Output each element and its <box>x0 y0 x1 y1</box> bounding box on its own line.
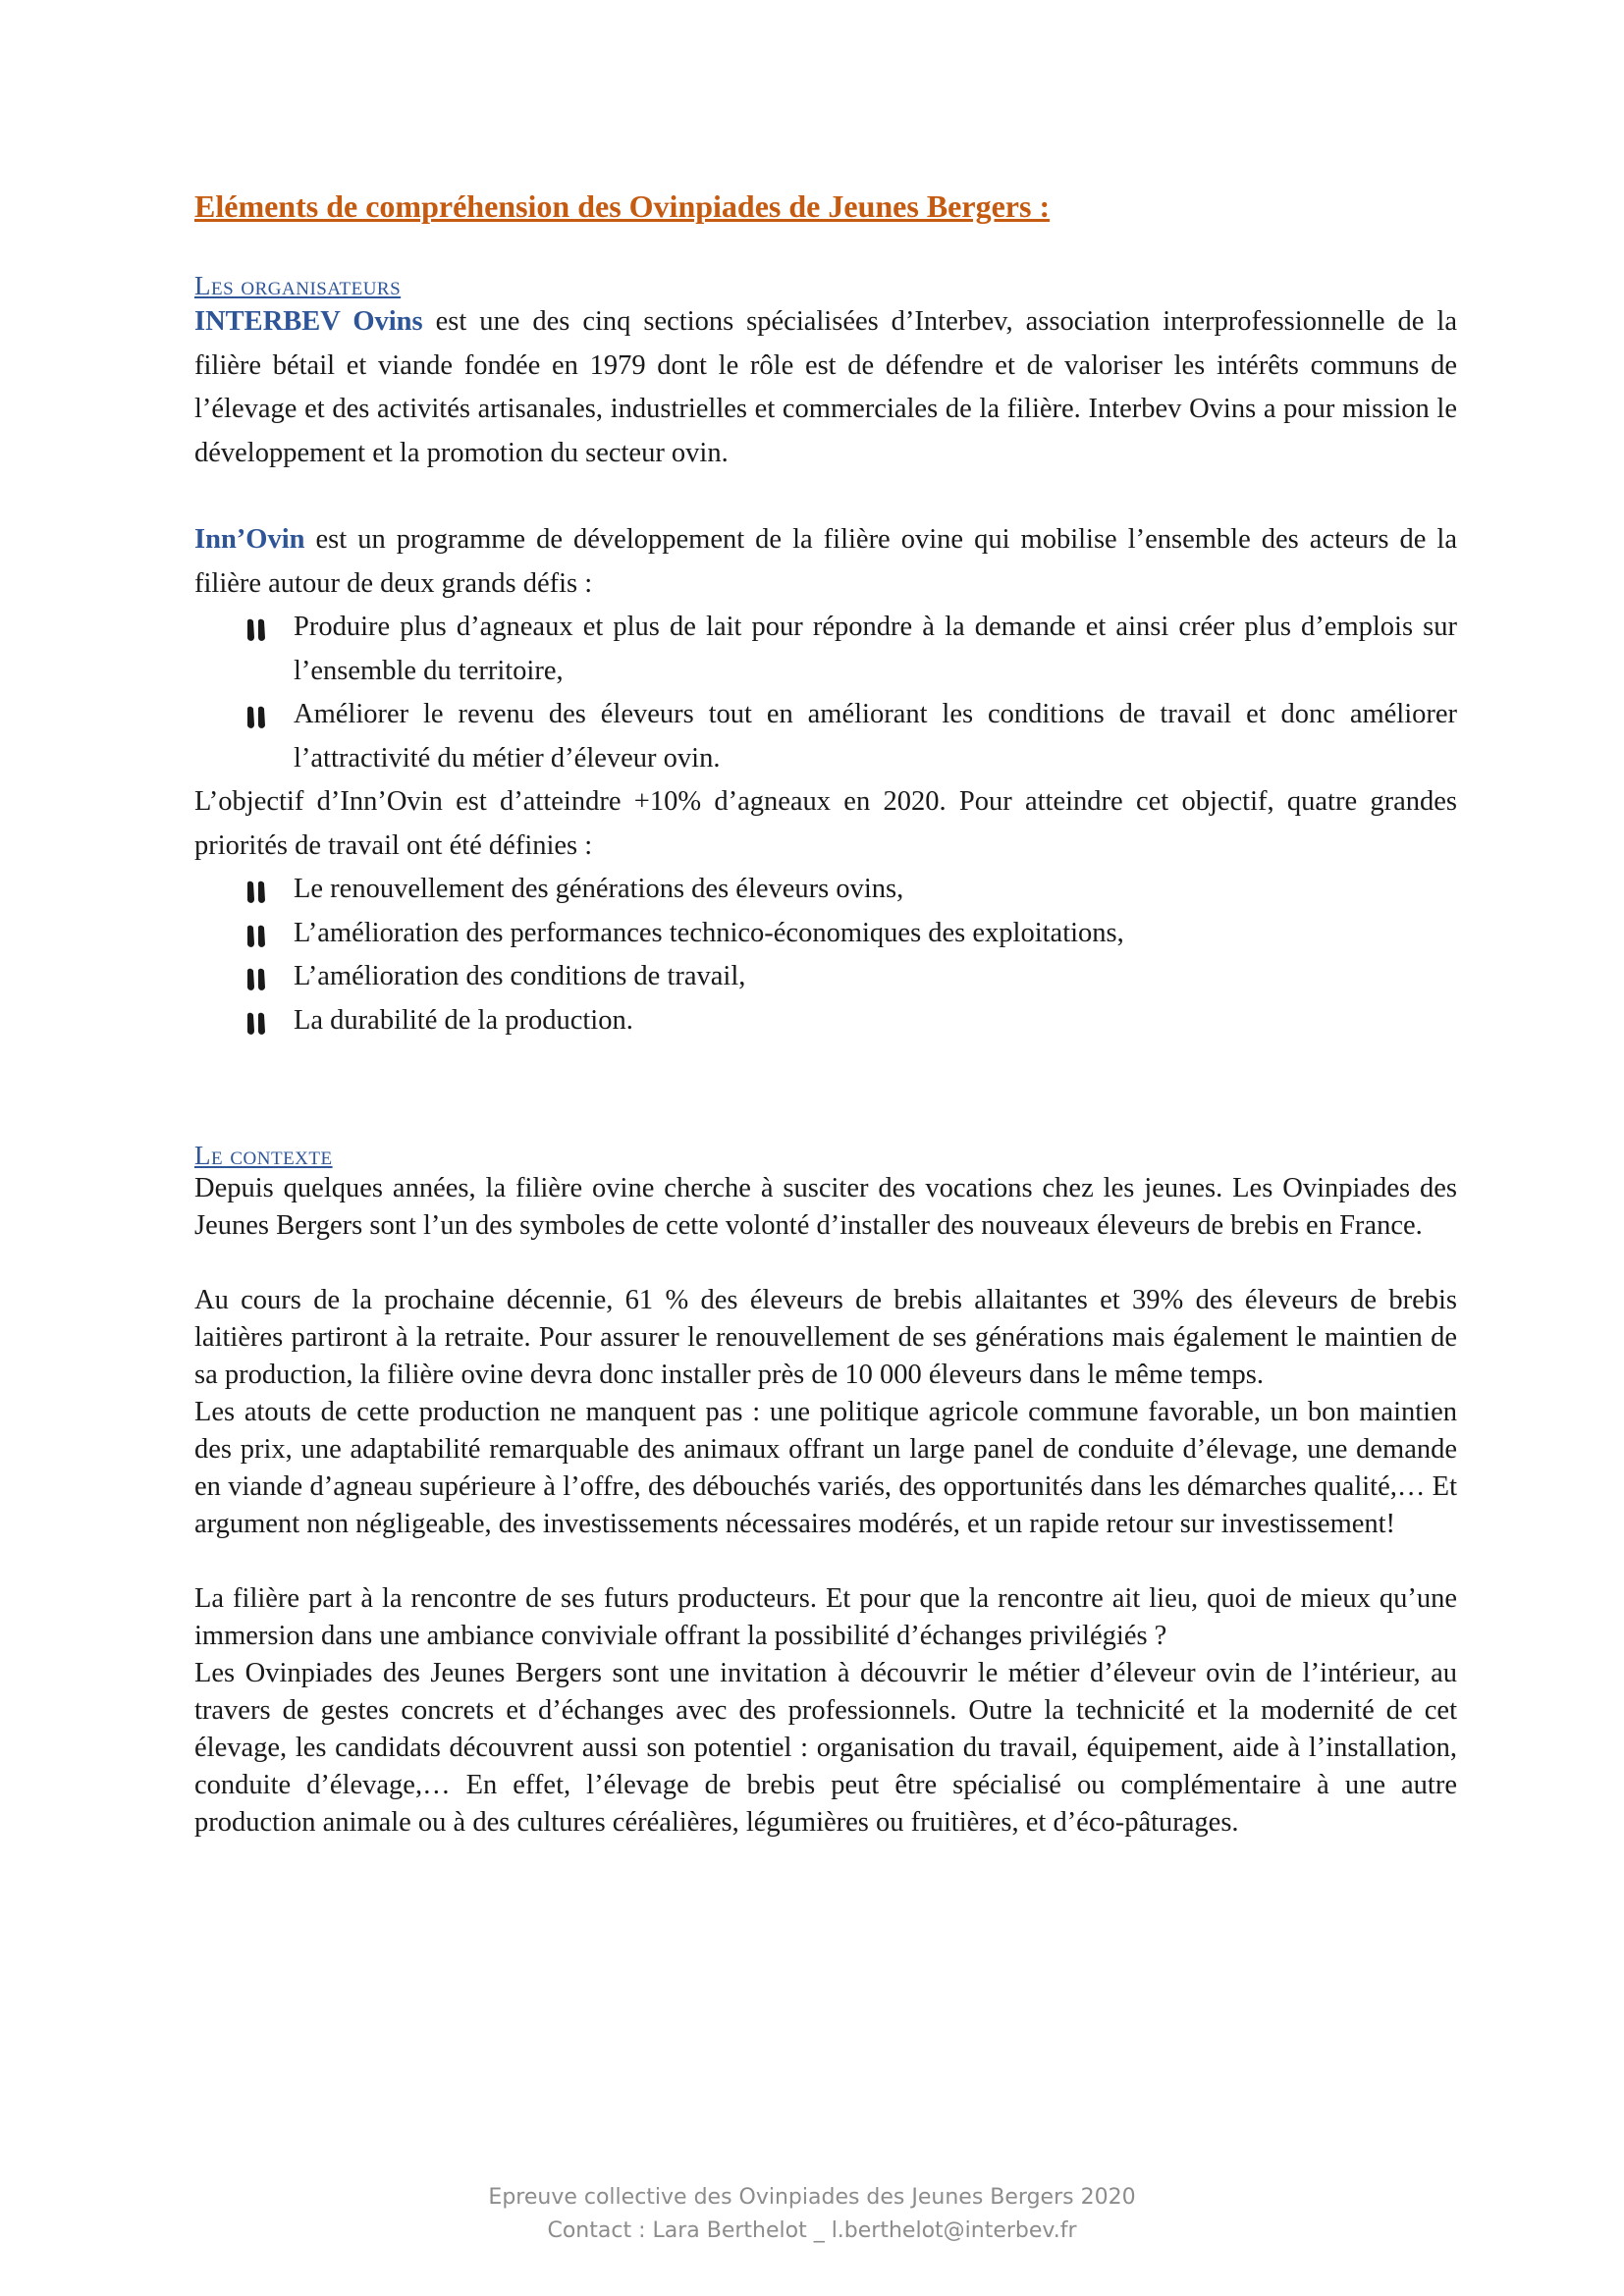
list-item-text: L’amélioration des conditions de travail, <box>294 961 746 991</box>
paragraph-contexte-2: Au cours de la prochaine décennie, 61 % des éleveurs de brebis allaitantes et 39% des éleveurs de brebis laitières partiront à la retraite. Pour assurer le renouvellement de ses générations mais également le maintien de sa production, la filière ovine devra donc installer près de 10 000 éleveurs dans le même temps. <box>194 1285 1457 1390</box>
list-item <box>194 955 1457 999</box>
brand-interbev-ovins: INTERBEV Ovins <box>194 306 423 337</box>
list-item <box>194 693 1457 780</box>
list-item <box>194 999 1457 1043</box>
page-footer <box>0 2181 1624 2248</box>
paragraph-contexte-5: Les Ovinpiades des Jeunes Bergers sont une invitation à découvrir le métier d’éleveur ovin de l’intérieur, au travers de gestes concrets et d’échanges avec des professionnels. Outre la technicité et la modernité de cet élevage, les candidats découvrent aussi son potentiel : organisation du travail, équipement, aide à l’installation, conduite d’élevage,… En effet, l’élevage de brebis peut être spécialisé ou complémentaire à une autre production animale ou à des cultures céréalières, légumières ou fruitières, et d’éco-pâturages. <box>194 1658 1457 1838</box>
priorites-list <box>194 868 1457 1042</box>
paragraph-interbev <box>194 300 1457 475</box>
list-item-text: Améliorer le revenu des éleveurs tout en améliorant les conditions de travail et donc améliorer l’attractivité du métier d’éleveur ovin. <box>294 699 1457 774</box>
hoof-print-icon <box>245 880 267 905</box>
section-heading-organisateurs: Les organisateurs <box>194 271 402 300</box>
section-heading-contexte: Le contexte <box>194 1141 333 1170</box>
paragraph-text: est une des cinq sections spécialisées d’Interbev, association interprofessionnelle de la filière bétail et viande fondée en 1979 dont le rôle est de défendre et de valoriser les intérêts communs de l’élevage et des activités artisanales, industrielles et commerciales de la filière. Interbev Ovins a pour mission le développement et la promotion du secteur ovin. <box>194 306 1458 468</box>
list-item <box>194 912 1457 956</box>
hoof-print-icon <box>245 617 267 643</box>
hoof-print-icon <box>245 1011 267 1037</box>
paragraph-objectif: L’objectif d’Inn’Ovin est d’atteindre +10% d’agneaux en 2020. Pour atteindre cet objectif, quatre grandes priorités de travail ont été définies : <box>194 786 1457 861</box>
hoof-print-icon <box>245 705 267 730</box>
list-item-text: L’amélioration des performances technico-économiques des exploitations, <box>294 917 1124 948</box>
list-item-text: Produire plus d’agneaux et plus de lait pour répondre à la demande et ainsi créer plus d’emplois sur l’ensemble du territoire, <box>294 612 1457 686</box>
paragraph-contexte-3: Les atouts de cette production ne manquent pas : une politique agricole commune favorable, un bon maintien des prix, une adaptabilité remarquable des animaux offrant un large panel de conduite d’élevage, une demande en viande d’agneau supérieure à l’offre, des débouchés variés, des opportunités dans les démarches qualité,… Et argument non négligeable, des investissements nécessaires modérés, et un rapide retour sur investissement! <box>194 1397 1457 1539</box>
paragraph-contexte-1: Depuis quelques années, la filière ovine cherche à susciter des vocations chez les jeunes. Les Ovinpiades des Jeunes Bergers sont l’un des symboles de cette volonté d’installer des nouveaux éleveurs de brebis en France. <box>194 1173 1457 1241</box>
page-title: Eléments de compréhension des Ovinpiades de Jeunes Bergers : <box>194 188 1051 224</box>
paragraph-innovin <box>194 518 1457 606</box>
footer-line-1: Epreuve collective des Ovinpiades des Jeunes Bergers 2020 <box>488 2185 1136 2210</box>
footer-contact: Contact : Lara Berthelot _ l.berthelot@interbev.fr <box>547 2218 1077 2243</box>
hoof-print-icon <box>245 967 267 992</box>
list-item-text: La durabilité de la production. <box>294 1004 633 1036</box>
defis-list <box>194 606 1457 780</box>
list-item <box>194 606 1457 693</box>
hoof-print-icon <box>245 924 267 949</box>
paragraph-contexte-4: La filière part à la rencontre de ses futurs producteurs. Et pour que la rencontre ait lieu, quoi de mieux qu’une immersion dans une ambiance conviviale offrant la possibilité d’échanges privilégiés ? <box>194 1583 1457 1651</box>
list-item-text: Le renouvellement des générations des éleveurs ovins, <box>294 874 904 904</box>
brand-innovin: Inn’Ovin <box>194 524 305 555</box>
list-item <box>194 868 1457 912</box>
paragraph-text: est un programme de développement de la filière ovine qui mobilise l’ensemble des acteurs de la filière autour de deux grands défis : <box>194 524 1457 599</box>
document-page <box>194 185 1457 1842</box>
